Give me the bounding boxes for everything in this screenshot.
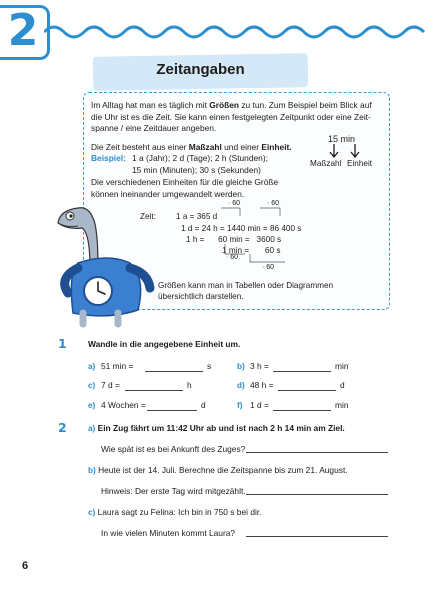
conv-row-2: 1 d = 24 h = 1440 min = 86 400 s [181, 224, 302, 233]
structure-text: Die Zeit besteht aus einer Maßzahl und einer Einheit. [91, 142, 292, 152]
answer-field-c[interactable] [125, 382, 183, 391]
outro-text: Größen kann man in Tabellen oder Diagrammen übersichtlich darstellen. [158, 281, 334, 301]
diagram-mass: Maßzahl [310, 159, 342, 168]
chapter-number: 2 [7, 5, 39, 56]
answer-field-d[interactable] [278, 382, 336, 391]
diagram-value: 15 min [328, 134, 356, 144]
dinosaur-mascot-icon [38, 188, 158, 328]
task1-item-f: f) 1 d = min [237, 400, 349, 410]
answer-field-f[interactable] [273, 402, 331, 411]
zeit-label: Zeit: [140, 212, 156, 221]
factor-2: · 60 [267, 200, 280, 207]
answer-line-2a[interactable] [246, 452, 388, 453]
task1-number: 1 [58, 336, 67, 351]
task1-item-b: b) 3 h = min [237, 361, 349, 371]
answer-field-a[interactable] [145, 363, 203, 372]
task1-item-a: a) 51 min = s [88, 361, 212, 371]
task1-item-d: d) 48 h = d [237, 380, 345, 390]
answer-line-2b[interactable] [246, 494, 388, 495]
factor-1: · 60 [228, 200, 241, 207]
task2b: b) Heute ist der 14. Juli. Berechne die Zeitspanne bis zum 21. August. [88, 465, 348, 475]
task2c-question: In wie vielen Minuten kommt Laura? [101, 528, 236, 538]
page-title: Zeitangaben [156, 61, 245, 78]
conv-row-4: 1 min = 60 s [222, 246, 281, 255]
conv-row-3: 1 h = 60 min = 3600 s [186, 235, 282, 244]
task1-item-c: c) 7 d = h [88, 380, 192, 390]
task1-heading: Wandle in die angegebene Einheit um. [88, 339, 241, 349]
factor-3: · 60 [226, 254, 239, 261]
task2a-question: Wie spät ist es bei Ankunft des Zuges? [101, 444, 246, 454]
task2c: c) Laura sagt zu Felina: Ich bin in 750 s bei dir. [88, 507, 262, 517]
conversion-arrows [205, 204, 315, 274]
diagram-arrows [310, 143, 380, 159]
task2-number: 2 [58, 420, 67, 435]
diagram-unit: Einheit [347, 159, 373, 168]
answer-field-b[interactable] [273, 363, 331, 372]
answer-line-2c[interactable] [246, 536, 388, 537]
intro-text: Im Alltag hat man es täglich mit Größen zu tun. Zum Beispiel beim Blick auf die Uhr ist es die Zeit. Sie kann einen festgelegten Zeitpunkt oder eine Zeit- spanne / eine Zeitdauer angeben. [91, 100, 372, 133]
unit-diagram [310, 134, 380, 174]
task2b-hint: Hinweis: Der erste Tag wird mitgezählt. [101, 486, 246, 496]
conv-row-1: 1 a = 365 d [176, 212, 218, 221]
task2a: a) Ein Zug fährt um 11:42 Uhr ab und ist nach 2 h 14 min am Ziel. [88, 423, 345, 433]
answer-field-e[interactable] [147, 402, 197, 411]
factor-4: · 60 [262, 264, 275, 271]
wave-decoration [44, 20, 425, 44]
convert-text: Die verschiedenen Einheiten für die gleiche Größe können ineinander umgewandelt werden. [91, 177, 279, 199]
page-number: 6 [22, 560, 29, 572]
task1-item-e: e) 4 Wochen = d [88, 400, 206, 410]
example-block: Beispiel: 1 a (Jahr); 2 d (Tage); 2 h (Stunden); 15 min (Minuten); 30 s (Sekunden) [91, 153, 268, 175]
